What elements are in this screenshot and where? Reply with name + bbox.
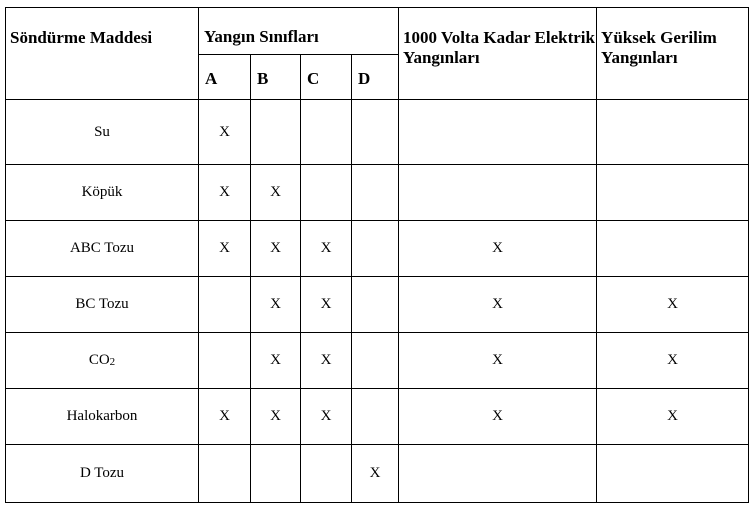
cell-class-b (251, 100, 301, 165)
cell-class-d (352, 165, 399, 221)
agent-name: Halokarbon (6, 389, 199, 445)
header-class-a: A (199, 55, 251, 100)
cell-class-b: X (251, 221, 301, 277)
cell-high-voltage (597, 100, 749, 165)
cell-class-d (352, 389, 399, 445)
cell-class-c: X (301, 333, 352, 389)
cell-class-c (301, 445, 352, 503)
cell-electric-1000v (399, 445, 597, 503)
extinguishing-agents-table (5, 7, 749, 503)
cell-high-voltage (597, 221, 749, 277)
cell-class-c (301, 165, 352, 221)
cell-class-b: X (251, 389, 301, 445)
agent-name: ABC Tozu (6, 221, 199, 277)
cell-class-c: X (301, 277, 352, 333)
cell-electric-1000v (399, 100, 597, 165)
header-fire-classes: Yangın Sınıfları (199, 8, 399, 55)
cell-electric-1000v: X (399, 389, 597, 445)
cell-class-d: X (352, 445, 399, 503)
cell-electric-1000v (399, 165, 597, 221)
cell-electric-1000v: X (399, 277, 597, 333)
cell-electric-1000v: X (399, 221, 597, 277)
cell-class-a (199, 333, 251, 389)
cell-class-b: X (251, 333, 301, 389)
header-class-d: D (352, 55, 399, 100)
cell-class-b: X (251, 277, 301, 333)
agent-name: D Tozu (6, 445, 199, 503)
cell-class-b (251, 445, 301, 503)
table-row (6, 165, 749, 221)
cell-class-b: X (251, 165, 301, 221)
table-row (6, 389, 749, 445)
cell-class-a (199, 277, 251, 333)
agent-name: Su (6, 100, 199, 165)
table-row (6, 277, 749, 333)
header-agent: Söndürme Maddesi (6, 8, 199, 100)
cell-class-a: X (199, 389, 251, 445)
cell-high-voltage: X (597, 333, 749, 389)
cell-class-d (352, 100, 399, 165)
cell-class-a: X (199, 221, 251, 277)
agent-name-co2: CO2 (88, 352, 116, 368)
cell-electric-1000v: X (399, 333, 597, 389)
cell-class-a: X (199, 100, 251, 165)
agent-name: BC Tozu (6, 277, 199, 333)
header-electric-1000v: 1000 Volta Kadar Elektrik Yangınları (399, 8, 597, 100)
header-high-voltage: Yüksek Gerilim Yangınları (597, 8, 749, 100)
cell-class-a: X (199, 165, 251, 221)
cell-class-c (301, 100, 352, 165)
cell-class-c: X (301, 221, 352, 277)
cell-high-voltage (597, 165, 749, 221)
header-class-c: C (301, 55, 352, 100)
table-row (6, 221, 749, 277)
cell-high-voltage: X (597, 389, 749, 445)
cell-class-c: X (301, 389, 352, 445)
cell-class-d (352, 333, 399, 389)
cell-class-d (352, 277, 399, 333)
cell-high-voltage (597, 445, 749, 503)
co2-subscript: 2 (109, 356, 116, 368)
table-row (6, 445, 749, 503)
header-class-b: B (251, 55, 301, 100)
agent-name: Köpük (6, 165, 199, 221)
table-row (6, 333, 749, 389)
cell-class-d (352, 221, 399, 277)
table-row (6, 100, 749, 165)
cell-high-voltage: X (597, 277, 749, 333)
cell-class-a (199, 445, 251, 503)
agent-name (6, 333, 199, 389)
